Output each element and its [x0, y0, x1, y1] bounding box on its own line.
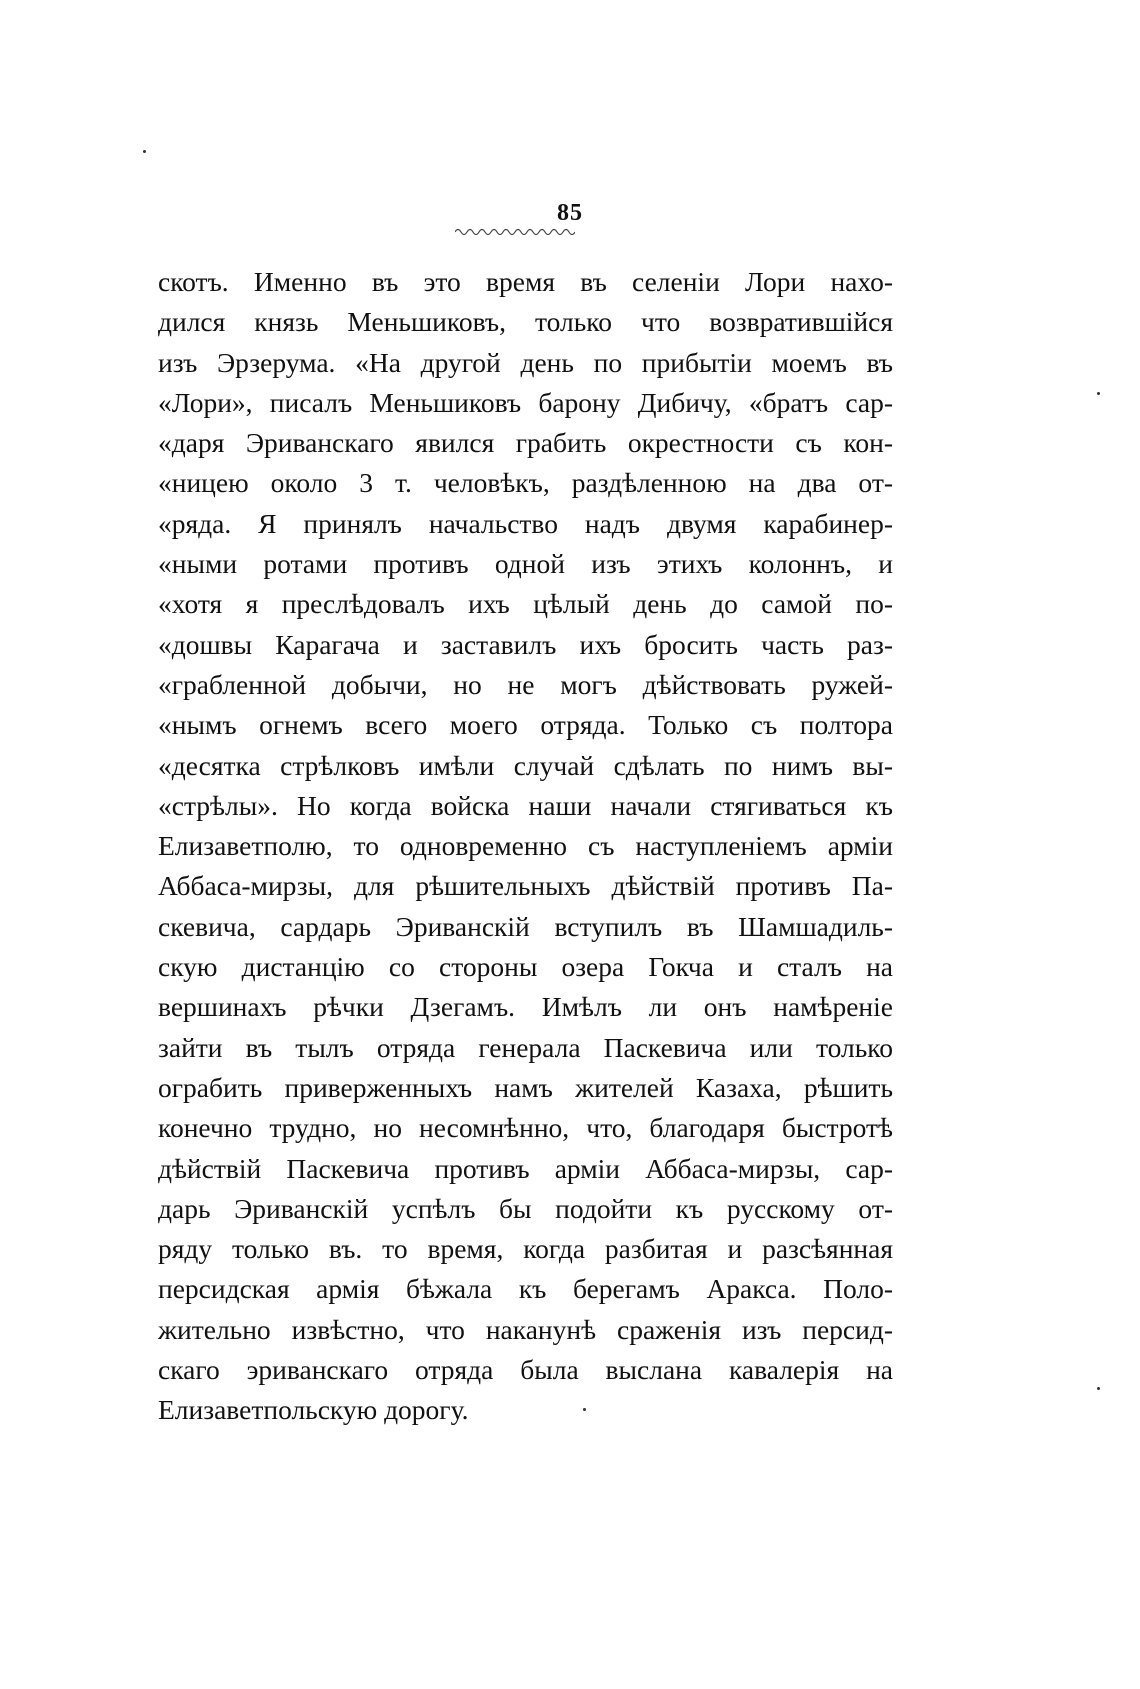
text-line: дился князь Меньшиковъ, только что возвратившійся [158, 306, 893, 338]
text-line: «нымъ огнемъ всего моего отряда. Только съ полтора [158, 709, 893, 741]
text-line: «Лори», писалъ Меньшиковъ барону Дибичу, «братъ сар- [158, 386, 893, 418]
text-line: персидская армія бѣжала къ берегамъ Аракса. Поло- [158, 1273, 893, 1305]
text-line: зайти въ тылъ отряда генерала Паскевича или только [158, 1031, 893, 1063]
wavy-ornament-divider [455, 226, 575, 236]
text-line: Елизаветполю, то одновременно съ наступленіемъ арміи [158, 830, 893, 862]
text-line: дарь Эриванскій успѣлъ бы подойти къ русскому от- [158, 1192, 893, 1224]
text-line: скевича, сардарь Эриванскій вступилъ въ Шамшадиль- [158, 910, 893, 942]
text-line: изъ Эрзерума. «На другой день по прибытіи моемъ въ [158, 346, 893, 378]
text-line: «хотя я преслѣдовалъ ихъ цѣлый день до самой по- [158, 588, 893, 620]
text-line: жительно извѣстно, что наканунѣ сраженія изъ персид- [158, 1313, 893, 1345]
text-line: ограбить приверженныхъ намъ жителей Казаха, рѣшить [158, 1071, 893, 1103]
text-line: ряду только въ. то время, когда разбитая и разсѣянная [158, 1233, 893, 1265]
body-text [158, 262, 893, 1431]
text-line: «ными ротами противъ одной изъ этихъ колоннъ, и [158, 548, 893, 580]
scan-speck [1097, 1387, 1100, 1390]
text-line: Аббаса-мирзы, для рѣшительныхъ дѣйствій противъ Па- [158, 870, 893, 902]
text-line: дѣйствій Паскевича противъ арміи Аббаса-мирзы, сар- [158, 1152, 893, 1184]
text-line: конечно трудно, но несомнѣнно, что, благодаря быстротѣ [158, 1112, 893, 1144]
scan-speck [583, 1408, 586, 1411]
text-line: «ницею около 3 т. человѣкъ, раздѣленною на два от- [158, 467, 893, 499]
text-line: скаго эриванскаго отряда была выслана кавалерія на [158, 1354, 893, 1386]
text-line: «десятка стрѣлковъ имѣли случай сдѣлать по нимъ вы- [158, 749, 893, 781]
text-line: «грабленной добычи, но не могъ дѣйствовать ружей- [158, 668, 893, 700]
text-line: Елизаветпольскую дорогу. [158, 1394, 469, 1426]
scan-speck [143, 150, 146, 153]
text-line: вершинахъ рѣчки Дзегамъ. Имѣлъ ли онъ намѣреніе [158, 991, 893, 1023]
text-line: скотъ. Именно въ это время въ селеніи Лори нахо- [158, 266, 893, 297]
text-line: «ряда. Я принялъ начальство надъ двумя карабинер- [158, 507, 893, 539]
page-number: 85 [557, 200, 583, 226]
text-line: «даря Эриванскаго явился грабить окрестности съ кон- [158, 427, 893, 459]
scan-speck [1097, 392, 1100, 395]
text-line: скую дистанцію со стороны озера Гокча и сталъ на [158, 951, 893, 983]
text-line: «дошвы Карагача и заставилъ ихъ бросить часть раз- [158, 628, 893, 660]
text-line: «стрѣлы». Но когда войска наши начали стягиваться къ [158, 789, 893, 821]
